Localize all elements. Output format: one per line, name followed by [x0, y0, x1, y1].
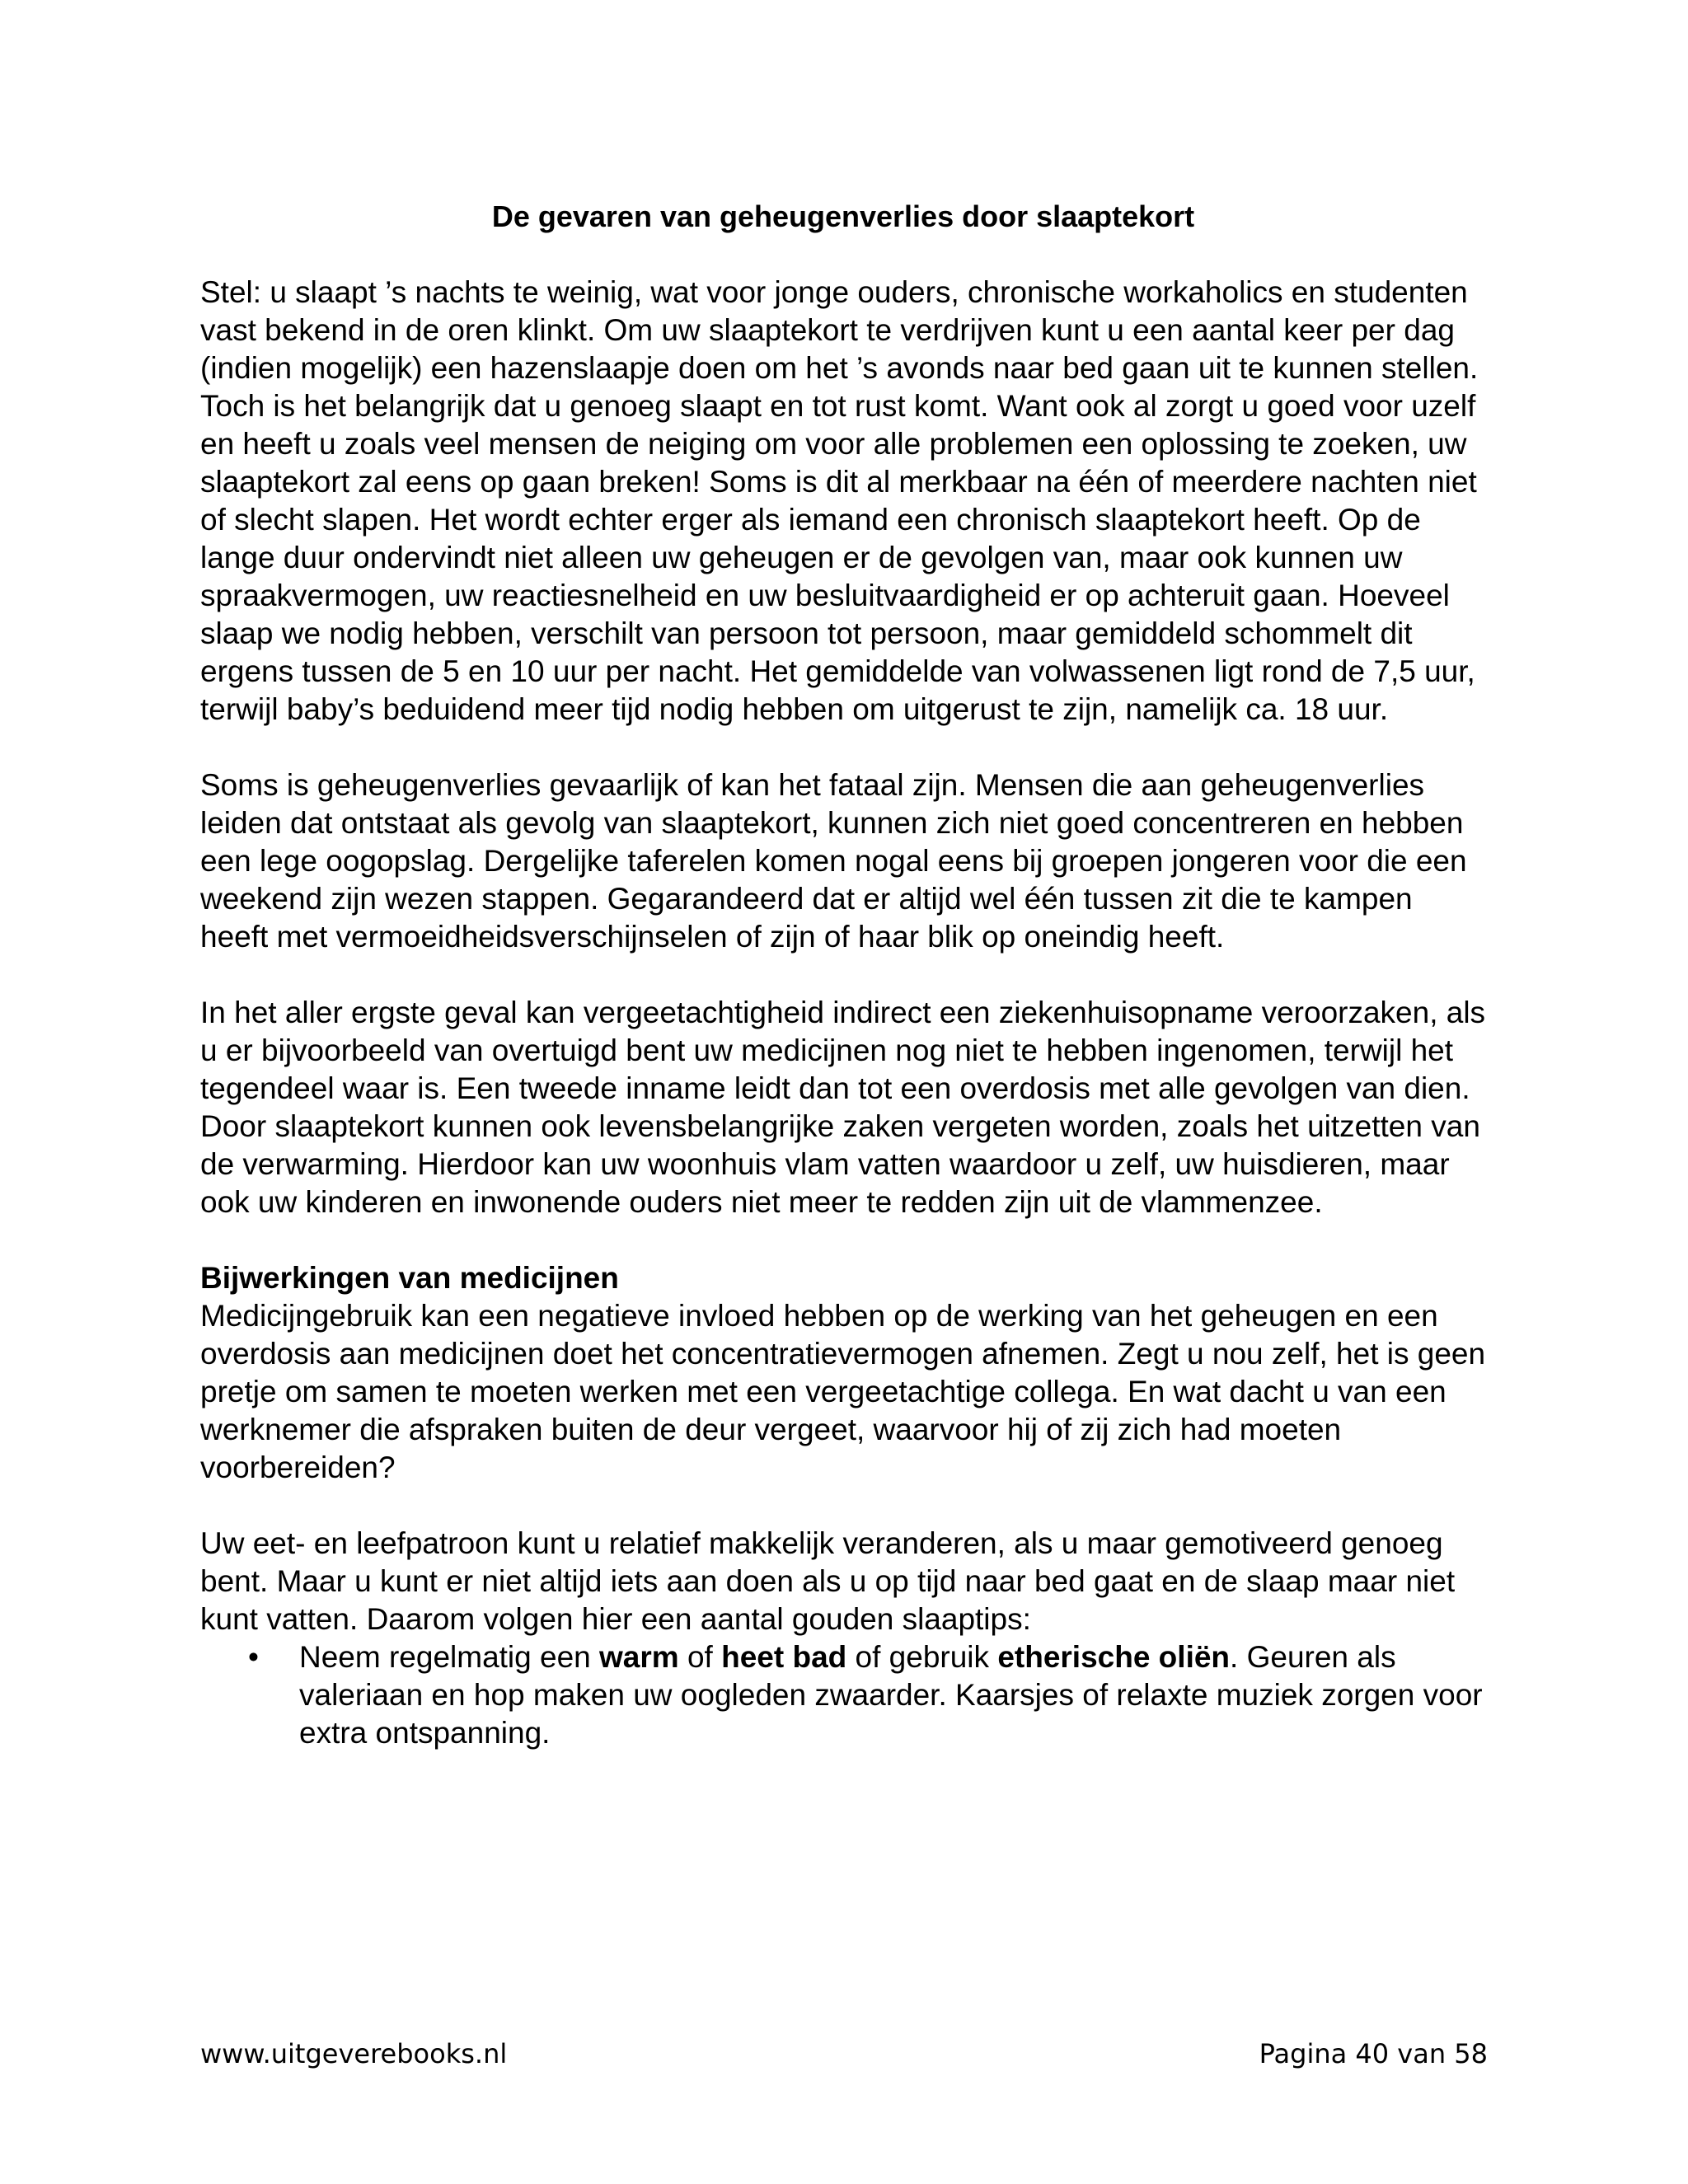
page-title: De gevaren van geheugenverlies door slaaptekort [491, 199, 1195, 233]
bullet-text-4: . Geuren als valeriaan en hop maken uw oogleden zwaarder. Kaarsjes of relaxte muziek zorgen voor extra ontspanning. [299, 1640, 1483, 1750]
section-paragraph: Medicijngebruik kan een negatieve invloed hebben op de werking van het geheugen en een overdosis aan medicijnen doet het concentratievermogen afnemen. Zegt u nou zelf, het is geen pretje om samen te moeten werken met een vergeetachtige collega. En wat dacht u van een werknemer die afspraken buiten de deur vergeet, waarvoor hij of zij zich had moeten voorbereiden? [200, 1299, 1486, 1484]
footer-page-number: Pagina 40 van 58 [1259, 2038, 1488, 2069]
bullet-text-3: of gebruik [846, 1640, 998, 1674]
document-page [200, 198, 1486, 1752]
bullet-bold-3: etherische oliën [997, 1640, 1231, 1674]
section-heading: Bijwerkingen van medicijnen [200, 1261, 619, 1295]
list-item [200, 1638, 1486, 1752]
paragraph-3: In het aller ergste geval kan vergeetachtigheid indirect een ziekenhuisopname veroorzaken, als u er bijvoorbeeld van overtuigd bent uw medicijnen nog niet te hebben ingenomen, terwijl het tegendeel waar is. Een tweede inname leidt dan tot een overdosis met alle gevolgen van dien. Door slaaptekort kunnen ook levensbelangrijke zaken vergeten worden, zoals het uitzetten van de verwarming. Hierdoor kan uw woonhuis vlam vatten waardoor u zelf, uw huisdieren, maar ook uw kinderen en inwonende ouders niet meer te redden zijn uit de vlammenzee. [200, 996, 1486, 1219]
bullet-bold-2: heet bad [721, 1640, 847, 1674]
paragraph-1: Stel: u slaapt ’s nachts te weinig, wat voor jonge ouders, chronische workaholics en studenten vast bekend in de oren klinkt. Om uw slaaptekort te verdrijven kunt u een aantal keer per dag (indien mogelijk) een hazenslaapje doen om het ’s avonds naar bed gaan uit te kunnen stellen. Toch is het belangrijk dat u genoeg slaapt en tot rust komt. Want ook al zorgt u goed voor uzelf en heeft u zoals veel mensen de neiging om voor alle problemen een oplossing te zoeken, uw slaaptekort zal eens op gaan breken! Soms is dit al merkbaar na één of meerdere nachten niet of slecht slapen. Het wordt echter erger als iemand een chronisch slaaptekort heeft. Op de lange duur ondervindt niet alleen uw geheugen er de gevolgen van, maar ook kunnen uw spraakvermogen, uw reactiesnelheid en uw besluitvaardigheid er op achteruit gaan. Hoeveel slaap we nodig hebben, verschilt van persoon tot persoon, maar gemiddeld schommelt dit ergens tussen de 5 en 10 uur per nacht. Het gemiddelde van volwassenen ligt rond de 7,5 uur, terwijl baby’s beduidend meer tijd nodig hebben om uitgerust te zijn, namelijk ca. 18 uur. [200, 275, 1479, 726]
bullet-text-1: Neem regelmatig een [299, 1640, 600, 1674]
paragraph-2: Soms is geheugenverlies gevaarlijk of kan het fataal zijn. Mensen die aan geheugenverlies leiden dat ontstaat als gevolg van slaaptekort, kunnen zich niet goed concentreren en hebben een lege oogopslag. Dergelijke taferelen komen nogal eens bij groepen jongeren voor die een weekend zijn wezen stappen. Gegarandeerd dat er altijd wel één tussen zit die te kampen heeft met vermoeidheidsverschijnselen of zijn of haar blik op oneindig heeft. [200, 768, 1467, 954]
footer-website: www.uitgeverebooks.nl [200, 2038, 508, 2069]
tips-intro: Uw eet- en leefpatroon kunt u relatief makkelijk veranderen, als u maar gemotiveerd genoeg bent. Maar u kunt er niet altijd iets aan doen als u op tijd naar bed gaat en de slaap maar niet kunt vatten. Daarom volgen hier een aantal gouden slaaptips: [200, 1526, 1456, 1636]
bullet-bold-1: warm [599, 1640, 679, 1674]
tips-list [200, 1638, 1486, 1752]
bullet-icon: • [248, 1640, 259, 1674]
bullet-text-2: of [678, 1640, 722, 1674]
